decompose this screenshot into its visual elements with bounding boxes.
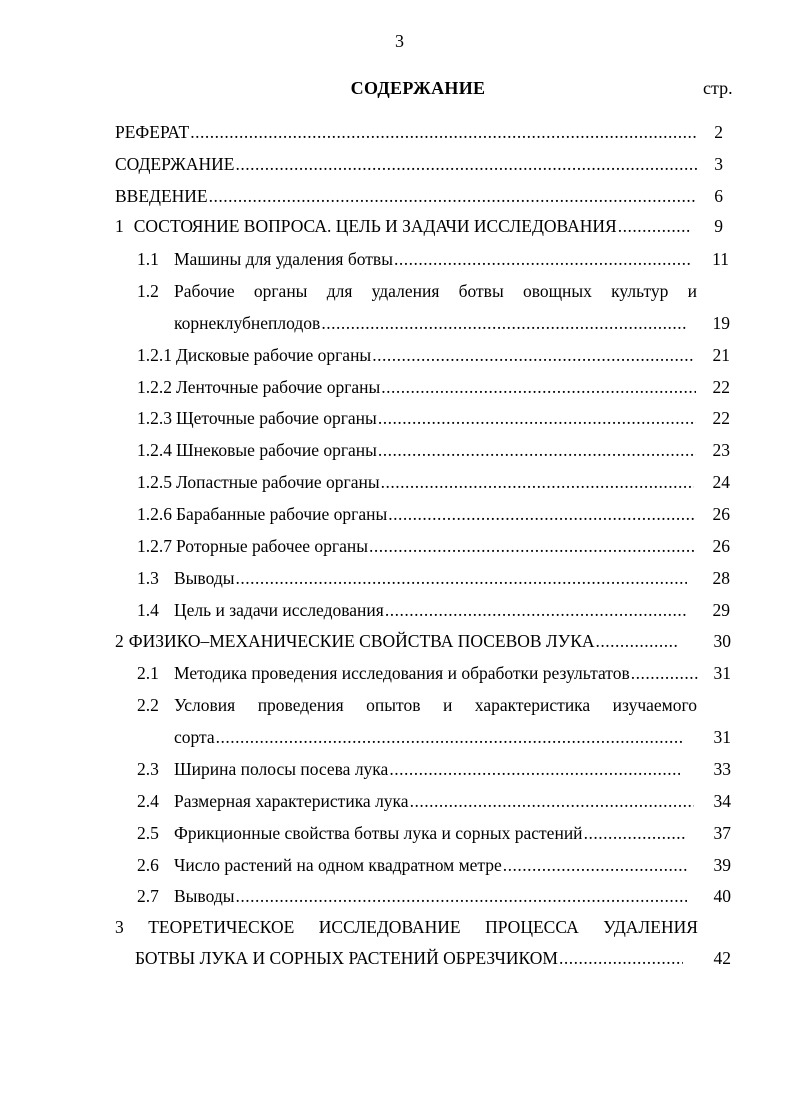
toc-word: для [326, 281, 353, 301]
toc-entry-first-line[interactable] [174, 279, 697, 303]
toc-entry-page: 28 [712, 568, 730, 588]
toc-entry-title: Лопастные рабочие органы [176, 472, 380, 492]
leader-dots [631, 661, 698, 685]
toc-entry-number: 1.1 [137, 249, 159, 269]
toc-entry-page: 34 [713, 791, 731, 811]
toc-entry[interactable] [137, 566, 687, 590]
toc-entry-number: 1.2 [137, 281, 159, 301]
leader-dots [372, 343, 694, 367]
leader-dots [381, 470, 694, 494]
toc-entry-page: 29 [712, 600, 730, 620]
toc-entry-title: РЕФЕРАТ [115, 122, 190, 142]
leader-dots [235, 566, 687, 590]
toc-entry-number: 2.5 [137, 823, 159, 843]
toc-entry-page: 31 [713, 727, 731, 747]
toc-word: органы [253, 281, 308, 301]
toc-entry[interactable] [115, 120, 697, 144]
toc-entry[interactable] [137, 884, 687, 908]
toc-word: опытов [366, 695, 421, 715]
toc-entry-title: ВВЕДЕНИЕ [115, 186, 208, 206]
page-number: 3 [395, 31, 404, 51]
leader-dots [385, 598, 687, 622]
toc-entry-page: 3 [714, 154, 723, 174]
toc-entry-title: Выводы [174, 886, 235, 906]
page-column-label: стр. [703, 78, 733, 98]
toc-entry-title: Методика проведения исследования и обработки результатов [174, 663, 630, 683]
toc-entry-title: Роторные рабочее органы [176, 536, 368, 556]
toc-entry-title: Барабанные рабочие органы [176, 504, 388, 524]
leader-dots [190, 120, 697, 144]
toc-entry-number: 2.1 [137, 663, 159, 683]
toc-entry-title: сорта [174, 727, 215, 747]
toc-entry-number: 2.4 [137, 791, 159, 811]
toc-entry-number: 1.4 [137, 600, 159, 620]
toc-entry-number: 2.3 [137, 759, 159, 779]
toc-entry[interactable] [137, 502, 696, 526]
toc-entry-title: Размерная характеристика лука [174, 791, 409, 811]
toc-entry-page: 26 [712, 504, 730, 524]
toc-word: ПРОЦЕССА [485, 917, 579, 937]
toc-word: и [442, 695, 453, 715]
toc-entry-page: 11 [712, 249, 729, 269]
toc-entry[interactable] [137, 247, 692, 271]
toc-entry-page: 23 [712, 440, 730, 460]
toc-entry[interactable] [137, 534, 696, 558]
leader-dots [389, 757, 680, 781]
toc-entry-page: 9 [714, 216, 723, 236]
toc-word: 3 [115, 917, 124, 937]
toc-entry-page: 33 [713, 759, 731, 779]
toc-entry-title: Машины для удаления ботвы [174, 249, 393, 269]
leader-dots [394, 247, 692, 271]
toc-entry-title: Цель и задачи исследования [174, 600, 384, 620]
toc-word: ИССЛЕДОВАНИЕ [318, 917, 461, 937]
page-title: СОДЕРЖАНИЕ [350, 78, 486, 98]
toc-entry[interactable] [137, 470, 694, 494]
leader-dots [321, 311, 688, 335]
toc-entry-first-line[interactable] [174, 693, 697, 717]
toc-entry[interactable] [137, 789, 694, 813]
toc-entry-number-wrap [137, 693, 174, 717]
leader-dots [378, 438, 696, 462]
toc-word: и [687, 281, 697, 301]
toc-entry-page: 6 [714, 186, 723, 206]
toc-word: культур [611, 281, 669, 301]
toc-entry-title: ФИЗИКО–МЕХАНИЧЕСКИЕ СВОЙСТВА ПОСЕВОВ ЛУКА [128, 631, 595, 651]
toc-entry-number: 1.2.6 [137, 504, 172, 524]
leader-dots [369, 534, 696, 558]
toc-entry-page: 21 [712, 345, 730, 365]
toc-entry-page: 24 [712, 472, 730, 492]
toc-entry-page: 26 [712, 536, 730, 556]
toc-entry-number: 1.2.1 [137, 345, 172, 365]
toc-entry-page: 22 [712, 377, 730, 397]
toc-entry-number-wrap [137, 279, 174, 303]
leader-dots [378, 406, 696, 430]
toc-entry-number: 1.2.4 [137, 440, 172, 460]
leader-dots [503, 853, 687, 877]
toc-entry-page: 37 [713, 823, 731, 843]
toc-entry[interactable] [137, 821, 685, 845]
toc-entry-number: 1 [115, 216, 124, 236]
toc-entry-number: 1.2.3 [137, 408, 172, 428]
toc-word: УДАЛЕНИЯ [603, 917, 698, 937]
toc-entry[interactable] [135, 946, 683, 970]
toc-entry-number: 1.2.7 [137, 536, 172, 556]
toc-entry-title: Шнековые рабочие органы [176, 440, 377, 460]
toc-entry-number: 1.2.5 [137, 472, 172, 492]
toc-entry[interactable] [115, 629, 677, 653]
toc-entry-title: корнеклубнеплодов [174, 313, 321, 333]
leader-dots [209, 184, 697, 208]
toc-entry-page: 39 [713, 855, 731, 875]
toc-entry-number: 2.2 [137, 695, 159, 715]
toc-word: характеристика [474, 695, 591, 715]
leader-dots [559, 946, 683, 970]
toc-word: ТЕОРЕТИЧЕСКОЕ [148, 917, 295, 937]
toc-entry-number: 1.2.2 [137, 377, 172, 397]
toc-word: Рабочие [174, 281, 235, 301]
toc-word: ботвы [458, 281, 504, 301]
toc-entry-page: 31 [713, 663, 731, 683]
toc-entry[interactable] [137, 757, 680, 781]
toc-entry[interactable] [137, 661, 698, 685]
toc-entry-page: 42 [713, 948, 731, 968]
toc-entry-title: Выводы [174, 568, 235, 588]
toc-entry-first-line[interactable] [115, 915, 698, 939]
toc-entry-title: СОДЕРЖАНИЕ [115, 154, 235, 174]
toc-entry-title: Ширина полосы посева лука [174, 759, 389, 779]
leader-dots [216, 725, 684, 749]
toc-entry-page: 19 [712, 313, 730, 333]
toc-entry-title: БОТВЫ ЛУКА И СОРНЫХ РАСТЕНИЙ ОБРЕЗЧИКОМ [135, 948, 558, 968]
toc-entry[interactable] [137, 438, 696, 462]
toc-word: овощных [522, 281, 592, 301]
leader-dots [235, 152, 697, 176]
toc-entry-title: Щеточные рабочие органы [176, 408, 377, 428]
toc-entry[interactable] [137, 598, 687, 622]
toc-word: изучаемого [612, 695, 697, 715]
toc-entry-title: Число растений на одном квадратном метре [174, 855, 502, 875]
leader-dots [618, 214, 690, 238]
toc-entry-number: 2 [115, 631, 124, 651]
toc-entry[interactable] [115, 184, 697, 208]
leader-dots [235, 884, 687, 908]
toc-word: удаления [371, 281, 440, 301]
leader-dots [388, 502, 696, 526]
toc-entry-page: 30 [713, 631, 731, 651]
toc-word: проведения [257, 695, 344, 715]
leader-dots [381, 375, 696, 399]
leader-dots [410, 789, 694, 813]
toc-entry-page: 22 [712, 408, 730, 428]
toc-entry-page: 40 [713, 886, 731, 906]
toc-entry[interactable] [137, 853, 687, 877]
toc-entry[interactable] [137, 343, 694, 367]
leader-dots [584, 821, 685, 845]
toc-entry-number: 2.6 [137, 855, 159, 875]
toc-entry[interactable] [115, 214, 690, 238]
toc-entry-number: 2.7 [137, 886, 159, 906]
toc-entry-title: СОСТОЯНИЕ ВОПРОСА. ЦЕЛЬ И ЗАДАЧИ ИССЛЕДОВАНИЯ [133, 216, 617, 236]
leader-dots [596, 629, 678, 653]
toc-entry-title: Дисковые рабочие органы [176, 345, 372, 365]
toc-entry[interactable] [115, 152, 697, 176]
toc-entry[interactable] [137, 375, 696, 399]
toc-entry-title: Фрикционные свойства ботвы лука и сорных растений [174, 823, 583, 843]
toc-word: Условия [174, 695, 236, 715]
toc-entry-title: Ленточные рабочие органы [176, 377, 381, 397]
toc-entry-page: 2 [714, 122, 723, 142]
toc-entry[interactable] [137, 406, 696, 430]
toc-entry[interactable] [174, 725, 684, 749]
toc-entry[interactable] [174, 311, 688, 335]
toc-entry-number: 1.3 [137, 568, 159, 588]
